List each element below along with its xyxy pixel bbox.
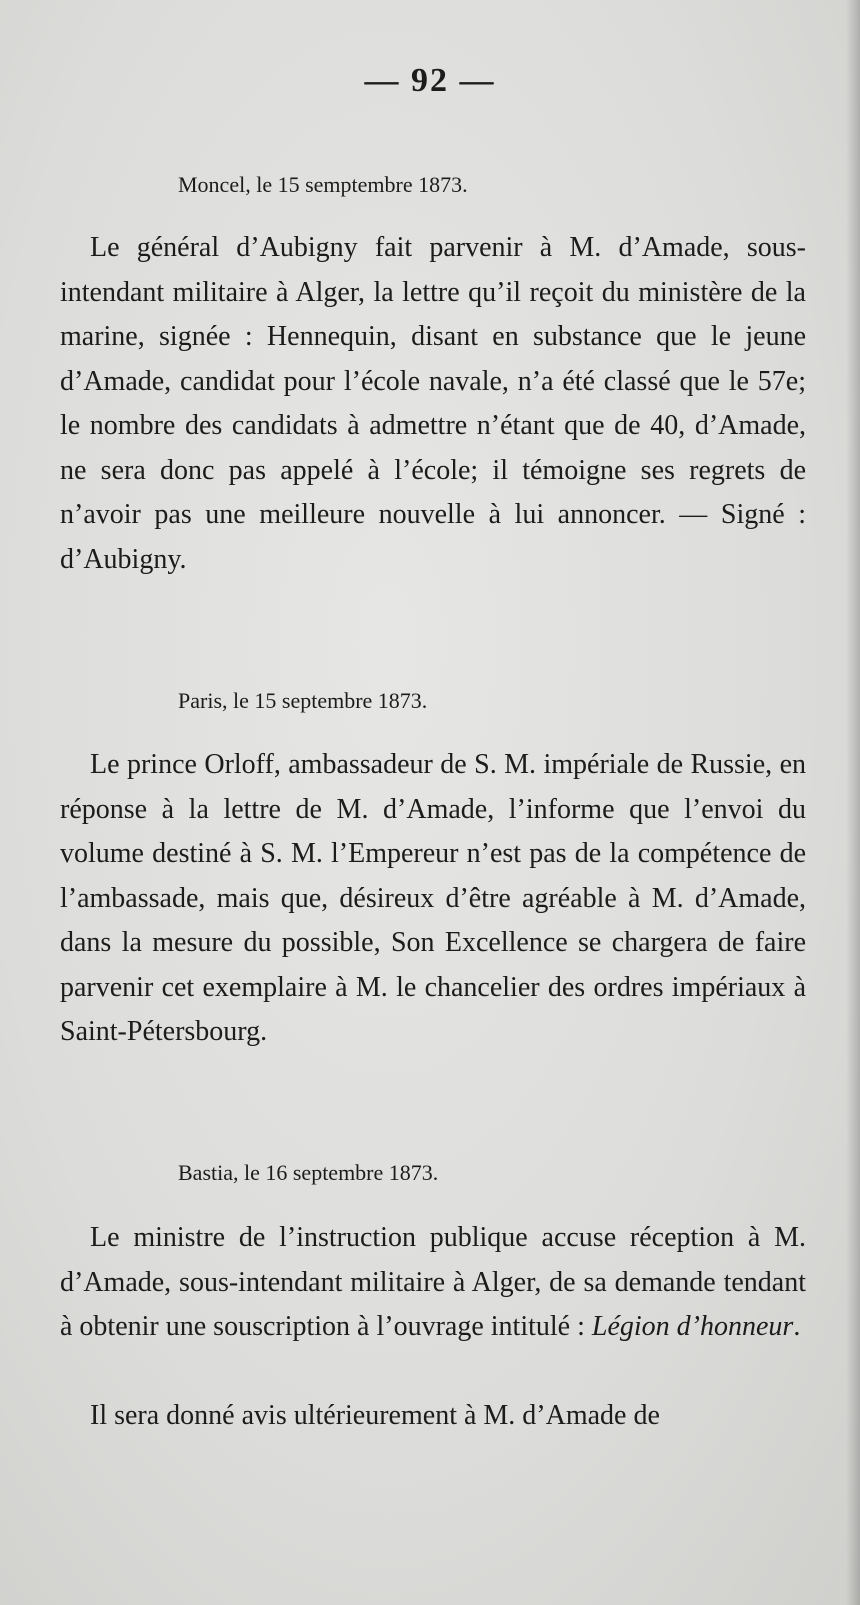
letter-paragraph-orloff: Le prince Orloff, ambassadeur de S. M. impériale de Russie, en réponse à la lettre de M. d’Amade, l’informe que l’envoi du volume destiné à S. M. l’Empereur n’est pas de la compétence de l’ambassade, mais que, désireux d’être agréable à M. d’Amade, dans la mesure du possible, Son Excellence se chargera de faire parvenir cet exemplaire à M. le chancelier des ordres impériaux à Saint-Pétersbourg.	[60, 749, 806, 1047]
page-edge-shadow	[846, 0, 860, 1605]
paragraph-text: Le ministre de l’instruction publique accuse réception à M. d’Amade, sous-intendant militaire à Alger, de sa demande tendant à obtenir une souscription à l’ouvrage intitulé :	[60, 1222, 806, 1342]
letter-paragraph-aubigny: Le général d’Aubigny fait parvenir à M. d’Amade, sous-intendant militaire à Alger, la lettre qu’il reçoit du ministère de la marine, signée : Hennequin, disant en substance que le jeune d’Amade, candidat pour l’école navale, n’a été classé que le 57e; le nombre des candidats à admettre n’étant que de 40, d’Amade, ne sera donc pas appelé à l’école; il témoigne ses regrets de n’avoir pas une meilleure nouvelle à lui annoncer. — Signé : d’Aubigny.	[60, 232, 806, 575]
dateline-bastia: Bastia, le 16 septembre 1873.	[178, 1160, 439, 1185]
book-title: Légion d’honneur	[591, 1311, 794, 1342]
letter-paragraph-instruction	[60, 1216, 806, 1350]
continuation-line: Il sera donné avis ultérieurement à M. d’Amade de	[90, 1400, 660, 1431]
dateline-paris: Paris, le 15 septembre 1873.	[178, 688, 428, 713]
dateline-moncel: Moncel, le 15 semptembre 1873.	[178, 172, 468, 197]
paragraph-text-end: .	[793, 1311, 801, 1342]
page-number: — 92 —	[364, 62, 496, 99]
